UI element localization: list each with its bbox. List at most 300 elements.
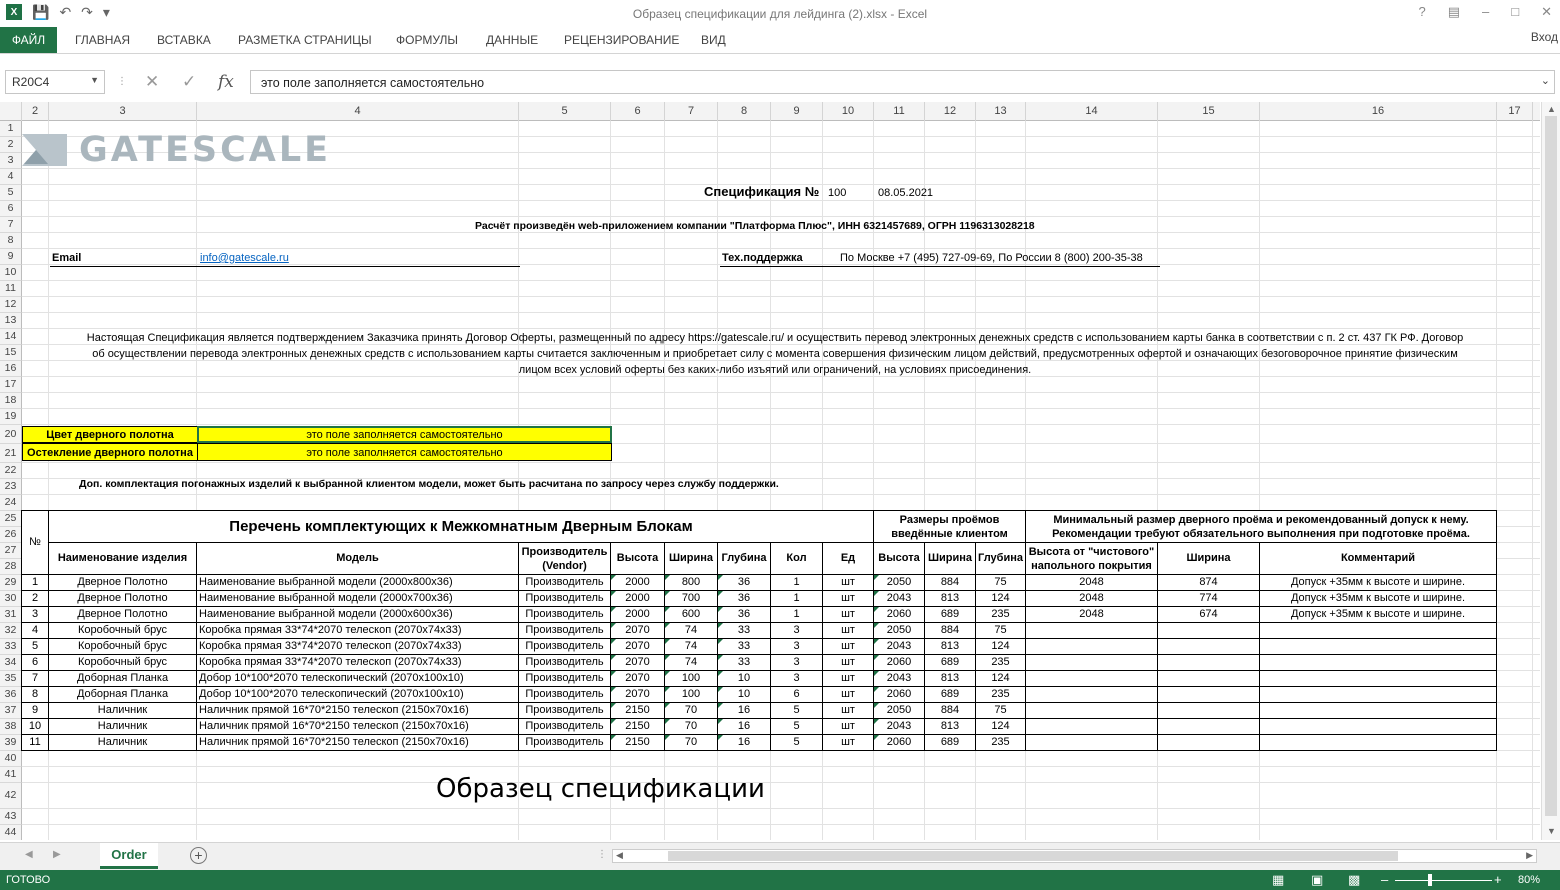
table-cell[interactable] — [611, 623, 665, 639]
help-icon[interactable]: ? — [1418, 4, 1426, 19]
table-cell[interactable] — [519, 607, 611, 623]
horizontal-scrollbar[interactable] — [612, 849, 1537, 863]
table-cell[interactable] — [22, 655, 49, 671]
offer-line-2: об осуществлении перевода электронных денежных средств с использованием карты считается заключенным и приобретает силу с момента совершения физическим лицом действий, предусмотренных офертой и означающих безоговорочное принятие физическим — [92, 348, 1458, 360]
cells-area[interactable] — [22, 121, 1540, 840]
table-cell[interactable] — [976, 639, 1026, 655]
table-cell-text: 6 — [31, 656, 39, 668]
table-cell[interactable] — [718, 671, 771, 687]
table-cell[interactable] — [718, 607, 771, 623]
row-header[interactable]: 17 — [0, 377, 22, 393]
table-cell[interactable] — [1260, 687, 1497, 703]
table-cell[interactable] — [49, 591, 197, 607]
table-cell[interactable] — [197, 575, 519, 591]
table-cell[interactable] — [1026, 591, 1158, 607]
table-cell[interactable] — [976, 671, 1026, 687]
glazing-input[interactable] — [197, 443, 612, 461]
table-cell[interactable] — [874, 623, 925, 639]
table-cell[interactable] — [611, 591, 665, 607]
table-cell[interactable] — [823, 623, 874, 639]
tab-home[interactable]: ГЛАВНАЯ — [75, 33, 131, 47]
table-cell[interactable] — [665, 671, 718, 687]
table-cell[interactable] — [1260, 719, 1497, 735]
spec-date[interactable]: 08.05.2021 — [878, 187, 934, 199]
select-all-corner[interactable] — [0, 102, 22, 121]
column-header[interactable]: 15 — [1158, 102, 1260, 121]
table-cell[interactable] — [718, 591, 771, 607]
insert-function-icon[interactable]: fx — [218, 72, 234, 92]
table-cell[interactable] — [22, 687, 49, 703]
table-cell[interactable] — [823, 687, 874, 703]
table-cell[interactable] — [718, 623, 771, 639]
table-cell[interactable] — [1260, 639, 1497, 655]
table-cell[interactable] — [823, 655, 874, 671]
column-header[interactable]: 13 — [976, 102, 1026, 121]
table-cell[interactable] — [823, 639, 874, 655]
row-header[interactable]: 22 — [0, 463, 22, 479]
expand-formula-icon[interactable]: ⌄ — [1540, 75, 1550, 87]
table-cell[interactable] — [611, 703, 665, 719]
tab-formulas[interactable]: ФОРМУЛЫ — [396, 33, 459, 47]
table-cell[interactable] — [874, 703, 925, 719]
email-link[interactable]: info@gatescale.ru — [200, 252, 289, 264]
table-cell[interactable] — [1158, 575, 1260, 591]
table-cell[interactable] — [1026, 719, 1158, 735]
row-header[interactable]: 2 — [0, 137, 22, 153]
table-header — [1026, 543, 1158, 575]
table-cell[interactable] — [22, 735, 49, 751]
row-header[interactable]: 11 — [0, 281, 22, 297]
row-header[interactable]: 35 — [0, 671, 22, 687]
formula-input[interactable] — [250, 70, 1555, 94]
table-cell-text: Дверное Полотно — [77, 576, 168, 588]
table-cell[interactable] — [718, 575, 771, 591]
table-cell[interactable] — [665, 735, 718, 751]
row-header[interactable]: 14 — [0, 329, 22, 345]
ribbon-tabs — [0, 27, 1560, 54]
page-layout-view-icon[interactable]: ▣ — [1311, 872, 1324, 887]
table-cell-text: Доборная Планка — [76, 672, 169, 684]
table-cell[interactable] — [874, 575, 925, 591]
row-header[interactable]: 18 — [0, 393, 22, 409]
row-header[interactable]: 36 — [0, 687, 22, 703]
table-cell[interactable] — [22, 623, 49, 639]
table-cell[interactable] — [874, 735, 925, 751]
table-cell[interactable] — [874, 719, 925, 735]
table-cell[interactable] — [22, 703, 49, 719]
table-cell[interactable] — [611, 671, 665, 687]
table-cell[interactable] — [519, 687, 611, 703]
table-cell[interactable] — [665, 655, 718, 671]
table-cell[interactable] — [1026, 575, 1158, 591]
minimize-icon[interactable]: – — [1482, 4, 1490, 19]
table-cell[interactable] — [874, 591, 925, 607]
zoom-in-icon[interactable]: + — [1494, 872, 1502, 887]
zoom-slider[interactable] — [1395, 880, 1492, 881]
table-cell[interactable] — [925, 735, 976, 751]
cancel-icon[interactable]: ✕ — [145, 72, 160, 91]
table-header-text: Высота — [616, 552, 659, 564]
row-header[interactable]: 9 — [0, 249, 22, 265]
table-cell[interactable] — [874, 639, 925, 655]
table-cell[interactable] — [1260, 671, 1497, 687]
table-cell[interactable] — [718, 655, 771, 671]
row-header[interactable]: 42 — [0, 783, 22, 809]
table-cell[interactable] — [1158, 639, 1260, 655]
normal-view-icon[interactable]: ▦ — [1272, 872, 1285, 887]
tab-view[interactable]: ВИД — [701, 33, 726, 47]
table-cell[interactable] — [1158, 671, 1260, 687]
scroll-up-icon[interactable]: ▲ — [1547, 104, 1556, 114]
table-cell[interactable] — [976, 655, 1026, 671]
zoom-slider-thumb[interactable] — [1428, 874, 1432, 886]
table-cell[interactable] — [49, 703, 197, 719]
table-cell[interactable] — [197, 655, 519, 671]
table-cell[interactable] — [197, 719, 519, 735]
table-cell[interactable] — [1026, 671, 1158, 687]
table-cell[interactable] — [665, 639, 718, 655]
table-cell[interactable] — [1026, 623, 1158, 639]
table-cell[interactable] — [976, 703, 1026, 719]
table-cell[interactable] — [197, 639, 519, 655]
sign-in-link[interactable]: Вход — [1530, 30, 1558, 44]
row-header[interactable]: 15 — [0, 345, 22, 361]
table-cell[interactable] — [1260, 607, 1497, 623]
table-cell[interactable] — [976, 735, 1026, 751]
next-sheet-icon[interactable]: ▶ — [53, 849, 61, 860]
table-cell[interactable] — [925, 623, 976, 639]
row-header[interactable]: 30 — [0, 591, 22, 607]
table-cell[interactable] — [976, 575, 1026, 591]
table-cell[interactable] — [49, 575, 197, 591]
table-cell[interactable] — [823, 575, 874, 591]
column-header[interactable]: 16 — [1260, 102, 1497, 121]
table-cell[interactable] — [771, 719, 823, 735]
save-icon[interactable]: 💾 — [32, 4, 50, 20]
column-header[interactable]: 14 — [1026, 102, 1158, 121]
scroll-down-icon[interactable]: ▼ — [1547, 826, 1556, 836]
zoom-level[interactable]: 80% — [1518, 874, 1541, 886]
table-cell[interactable] — [519, 719, 611, 735]
table-cell[interactable] — [1026, 687, 1158, 703]
row-header[interactable]: 7 — [0, 217, 22, 233]
table-cell[interactable] — [22, 719, 49, 735]
table-cell-text: Добор 10*100*2070 телескопический (2070x100x10) — [199, 672, 464, 684]
row-header[interactable]: 3 — [0, 153, 22, 169]
table-cell[interactable] — [1026, 639, 1158, 655]
table-cell[interactable] — [519, 703, 611, 719]
table-cell[interactable] — [976, 607, 1026, 623]
table-cell[interactable] — [925, 671, 976, 687]
table-cell[interactable] — [718, 703, 771, 719]
row-header[interactable]: 39 — [0, 735, 22, 751]
table-cell[interactable] — [1260, 591, 1497, 607]
tab-data[interactable]: ДАННЫЕ — [486, 33, 539, 47]
table-cell[interactable] — [771, 591, 823, 607]
table-cell[interactable] — [823, 671, 874, 687]
table-cell[interactable] — [665, 575, 718, 591]
row-header[interactable]: 37 — [0, 703, 22, 719]
column-header[interactable]: 6 — [611, 102, 665, 121]
table-cell-text: 70 — [684, 720, 698, 732]
table-cell[interactable] — [1158, 687, 1260, 703]
table-cell[interactable] — [611, 655, 665, 671]
column-header[interactable]: 12 — [925, 102, 976, 121]
row-header[interactable]: 13 — [0, 313, 22, 329]
table-cell[interactable] — [611, 607, 665, 623]
table-cell[interactable] — [771, 687, 823, 703]
table-cell[interactable] — [1158, 607, 1260, 623]
page-break-view-icon[interactable]: ▩ — [1348, 872, 1361, 887]
support-underline — [720, 266, 1160, 267]
row-header[interactable]: 40 — [0, 751, 22, 767]
table-cell[interactable] — [925, 703, 976, 719]
table-cell[interactable] — [519, 639, 611, 655]
table-cell[interactable] — [771, 735, 823, 751]
column-header[interactable]: 8 — [718, 102, 771, 121]
row-header[interactable]: 21 — [0, 444, 22, 463]
table-cell[interactable] — [925, 607, 976, 623]
table-cell[interactable] — [976, 719, 1026, 735]
table-cell[interactable] — [1026, 703, 1158, 719]
table-cell[interactable] — [823, 735, 874, 751]
table-cell[interactable] — [49, 735, 197, 751]
tab-page-layout[interactable]: РАЗМЕТКА СТРАНИЦЫ — [238, 33, 372, 47]
tab-file[interactable]: ФАЙЛ — [0, 27, 57, 53]
tab-split-icon[interactable]: ⋮ — [597, 849, 607, 860]
row-header[interactable]: 24 — [0, 495, 22, 511]
table-cell[interactable] — [197, 735, 519, 751]
table-cell[interactable] — [197, 623, 519, 639]
table-cell[interactable] — [49, 655, 197, 671]
table-cell[interactable] — [771, 575, 823, 591]
column-header[interactable]: 17 — [1497, 102, 1533, 121]
table-cell[interactable] — [49, 671, 197, 687]
redo-icon[interactable]: ↷ — [81, 4, 93, 20]
table-cell[interactable] — [197, 687, 519, 703]
row-header[interactable]: 16 — [0, 361, 22, 377]
table-cell[interactable] — [771, 639, 823, 655]
table-cell[interactable] — [1158, 703, 1260, 719]
table-cell[interactable] — [874, 607, 925, 623]
tab-review[interactable]: РЕЦЕНЗИРОВАНИЕ — [564, 33, 680, 47]
table-cell[interactable] — [718, 719, 771, 735]
table-cell-text: Коробка прямая 33*74*2070 телескоп (2070x74x33) — [199, 624, 462, 636]
table-cell[interactable] — [519, 575, 611, 591]
table-cell[interactable] — [665, 719, 718, 735]
table-cell[interactable] — [925, 575, 976, 591]
table-cell[interactable] — [771, 623, 823, 639]
table-cell[interactable] — [1158, 735, 1260, 751]
table-header — [197, 543, 519, 575]
table-cell[interactable] — [874, 655, 925, 671]
row-header[interactable]: 26 — [0, 527, 22, 543]
maximize-icon[interactable]: □ — [1511, 4, 1520, 19]
tab-insert[interactable]: ВСТАВКА — [157, 33, 211, 47]
row-header[interactable]: 23 — [0, 479, 22, 495]
table-cell[interactable] — [665, 607, 718, 623]
table-cell[interactable] — [874, 671, 925, 687]
table-cell[interactable] — [823, 591, 874, 607]
table-cell[interactable] — [771, 703, 823, 719]
table-cell[interactable] — [22, 591, 49, 607]
table-cell[interactable] — [519, 671, 611, 687]
table-cell[interactable] — [665, 703, 718, 719]
undo-icon[interactable]: ↶ — [59, 4, 72, 20]
row-header[interactable]: 43 — [0, 809, 22, 825]
table-cell[interactable] — [771, 671, 823, 687]
table-cell[interactable] — [925, 639, 976, 655]
table-cell[interactable] — [665, 623, 718, 639]
table-cell[interactable] — [771, 607, 823, 623]
prev-sheet-icon[interactable]: ◀ — [25, 849, 33, 860]
table-cell[interactable] — [197, 591, 519, 607]
vertical-scrollbar[interactable] — [1541, 102, 1560, 840]
row-header[interactable]: 10 — [0, 265, 22, 281]
table-cell[interactable] — [611, 735, 665, 751]
table-cell-text: 124 — [991, 640, 1010, 652]
scroll-left-icon[interactable]: ◀ — [616, 850, 623, 860]
table-cell[interactable] — [1158, 655, 1260, 671]
column-header[interactable]: 7 — [665, 102, 718, 121]
table-cell[interactable] — [976, 687, 1026, 703]
table-cell[interactable] — [22, 639, 49, 655]
column-header[interactable]: 5 — [519, 102, 611, 121]
table-cell[interactable] — [49, 639, 197, 655]
ribbon-display-icon[interactable]: ▤ — [1447, 4, 1460, 19]
row-header[interactable]: 34 — [0, 655, 22, 671]
calc-note: Расчёт произведён web-приложением компании "Платформа Плюс", ИНН 6321457689, ОГРН 1196313028218 — [475, 220, 1035, 232]
column-header[interactable]: 10 — [823, 102, 874, 121]
table-cell[interactable] — [22, 671, 49, 687]
vertical-scroll-thumb[interactable] — [1545, 116, 1557, 816]
table-cell[interactable] — [49, 623, 197, 639]
table-cell[interactable] — [925, 687, 976, 703]
row-header[interactable]: 8 — [0, 233, 22, 249]
formula-bar — [0, 68, 1560, 98]
row-header[interactable]: 6 — [0, 201, 22, 217]
table-cell-text: шт — [841, 720, 855, 732]
table-cell[interactable] — [718, 639, 771, 655]
name-box[interactable] — [5, 70, 105, 94]
table-cell[interactable] — [22, 607, 49, 623]
column-header[interactable]: 2 — [22, 102, 49, 121]
row-header[interactable]: 1 — [0, 121, 22, 137]
table-cell[interactable] — [874, 687, 925, 703]
row-header[interactable]: 29 — [0, 575, 22, 591]
table-cell[interactable] — [665, 687, 718, 703]
row-header[interactable]: 19 — [0, 409, 22, 425]
spec-number[interactable]: 100 — [828, 187, 847, 199]
table-cell[interactable] — [823, 607, 874, 623]
table-cell-text: Наличник — [97, 736, 148, 748]
row-header[interactable]: 32 — [0, 623, 22, 639]
horizontal-scroll-thumb[interactable] — [668, 851, 1398, 861]
customize-qat-icon[interactable]: ▾ — [102, 4, 110, 20]
table-cell[interactable] — [718, 687, 771, 703]
row-header[interactable]: 33 — [0, 639, 22, 655]
table-cell[interactable] — [611, 639, 665, 655]
scroll-right-icon[interactable]: ▶ — [1526, 850, 1533, 860]
table-cell[interactable] — [519, 655, 611, 671]
table-cell[interactable] — [611, 575, 665, 591]
table-cell[interactable] — [611, 719, 665, 735]
column-header[interactable]: 9 — [771, 102, 823, 121]
table-cell[interactable] — [823, 719, 874, 735]
table-cell[interactable] — [1026, 607, 1158, 623]
row-header[interactable]: 5 — [0, 185, 22, 201]
table-cell[interactable] — [1260, 575, 1497, 591]
table-cell[interactable] — [823, 703, 874, 719]
table-cell[interactable] — [1260, 623, 1497, 639]
add-sheet-icon[interactable]: + — [190, 847, 207, 864]
row-header[interactable]: 38 — [0, 719, 22, 735]
table-cell[interactable] — [1158, 719, 1260, 735]
table-cell[interactable] — [976, 591, 1026, 607]
close-icon[interactable]: ✕ — [1541, 4, 1552, 19]
table-cell[interactable] — [1260, 703, 1497, 719]
table-cell[interactable] — [519, 591, 611, 607]
enter-icon[interactable]: ✓ — [182, 72, 197, 91]
row-header[interactable]: 12 — [0, 297, 22, 313]
status-bar — [0, 870, 1560, 890]
table-cell[interactable] — [1026, 735, 1158, 751]
table-cell-text: 4 — [31, 624, 39, 636]
row-header[interactable]: 28 — [0, 559, 22, 575]
table-cell[interactable] — [519, 735, 611, 751]
zoom-out-icon[interactable]: – — [1381, 872, 1389, 887]
table-cell[interactable] — [197, 607, 519, 623]
table-cell[interactable] — [925, 591, 976, 607]
row-header[interactable]: 25 — [0, 511, 22, 527]
column-header[interactable]: 3 — [49, 102, 197, 121]
table-cell[interactable] — [611, 687, 665, 703]
worksheet-grid[interactable] — [0, 102, 1540, 840]
column-header[interactable]: 11 — [874, 102, 925, 121]
table-cell[interactable] — [665, 591, 718, 607]
table-cell[interactable] — [925, 719, 976, 735]
table-cell[interactable] — [519, 623, 611, 639]
chevron-down-icon[interactable]: ▼ — [90, 75, 99, 85]
table-cell[interactable] — [1158, 623, 1260, 639]
row-header[interactable]: 44 — [0, 825, 22, 840]
table-cell[interactable] — [197, 671, 519, 687]
table-cell[interactable] — [1260, 655, 1497, 671]
column-header[interactable]: 4 — [197, 102, 519, 121]
row-header[interactable]: 4 — [0, 169, 22, 185]
table-cell[interactable] — [22, 575, 49, 591]
table-cell[interactable] — [925, 655, 976, 671]
table-cell[interactable] — [976, 623, 1026, 639]
table-cell[interactable] — [1026, 655, 1158, 671]
table-cell-text: 2060 — [886, 736, 912, 748]
table-cell[interactable] — [49, 719, 197, 735]
table-cell[interactable] — [771, 655, 823, 671]
table-cell[interactable] — [1158, 591, 1260, 607]
table-cell[interactable] — [1260, 735, 1497, 751]
row-header[interactable]: 31 — [0, 607, 22, 623]
row-header[interactable]: 20 — [0, 425, 22, 444]
row-header[interactable]: 41 — [0, 767, 22, 783]
row-header[interactable]: 27 — [0, 543, 22, 559]
table-cell[interactable] — [718, 735, 771, 751]
sheet-tab-order[interactable]: Order — [100, 843, 158, 869]
door-color-input[interactable] — [197, 426, 612, 443]
table-cell[interactable] — [197, 703, 519, 719]
table-cell[interactable] — [49, 607, 197, 623]
table-cell[interactable] — [49, 687, 197, 703]
window-controls — [1418, 4, 1552, 20]
